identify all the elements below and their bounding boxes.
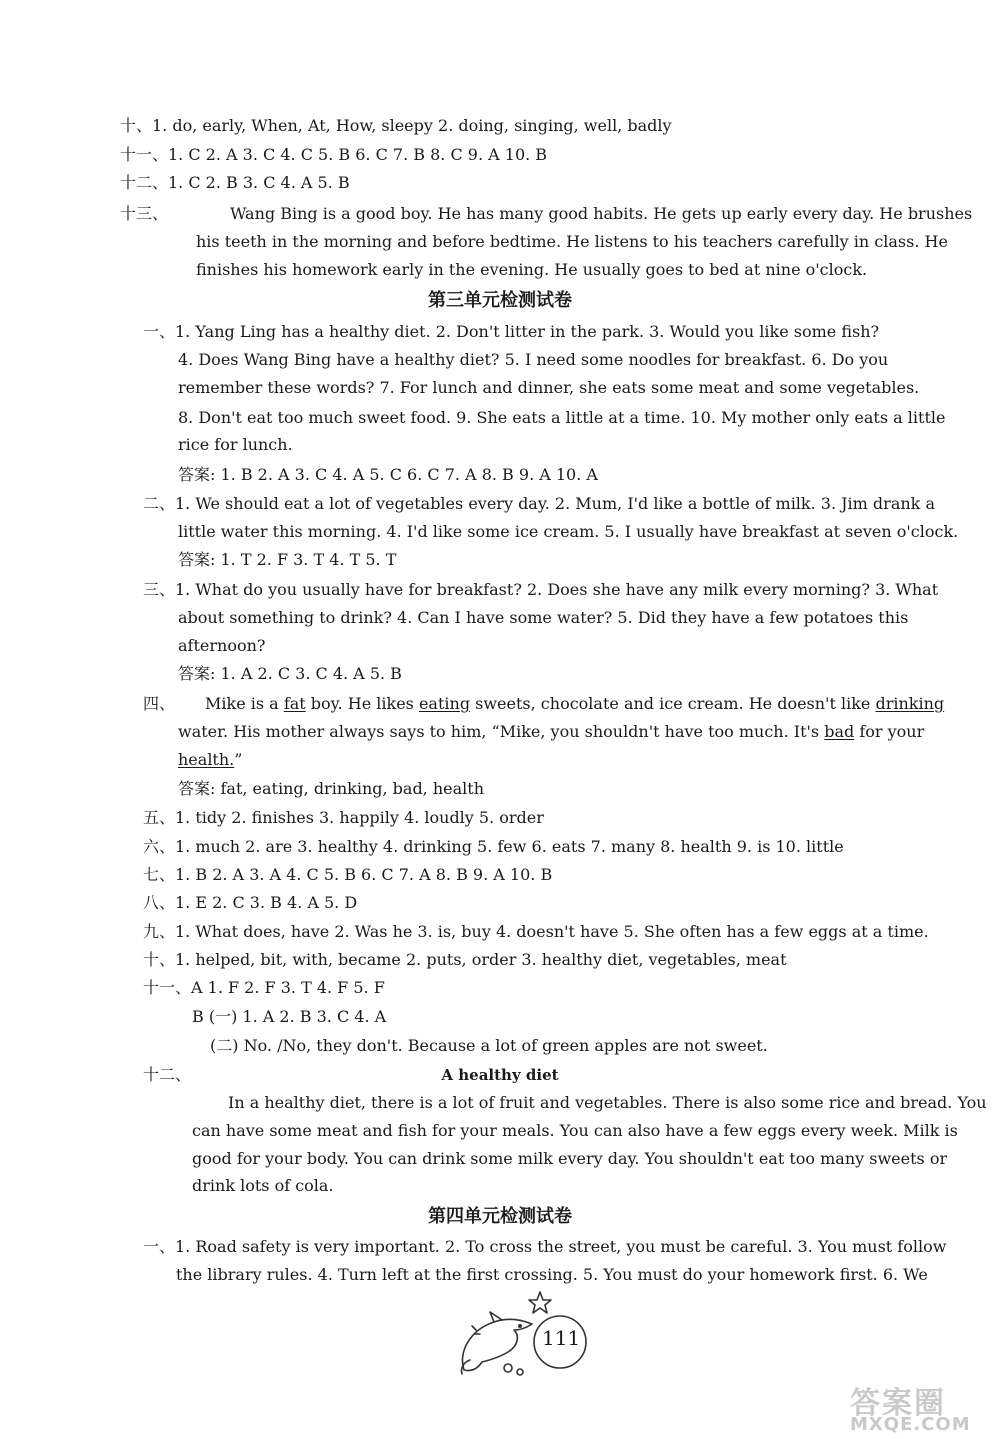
u3-s12-title: A healthy diet xyxy=(441,1066,559,1084)
u3-s1-answer: 答案: 1. B 2. A 3. C 4. A 5. C 6. C 7. A 8. B 9. A 10. A xyxy=(178,465,598,484)
u3-s11-b: B (一) 1. A 2. B 3. C 4. A xyxy=(192,1007,387,1026)
u3-s2-line-1: 二、1. We should eat a lot of vegetables every day. 2. Mum, I'd like a bottle of milk. 3. Jim drank a xyxy=(143,494,935,513)
u3-s3-line-1: 三、1. What do you usually have for breakfast? 2. Does she have any milk every morning? 3. What xyxy=(143,580,939,599)
u3-s6: 六、1. much 2. are 3. healthy 4. drinking 5. few 6. eats 7. many 8. health 9. is 10. little xyxy=(143,837,844,856)
watermark-logo-text: 答案圈 xyxy=(850,1386,946,1421)
unit3-title: 第三单元检测试卷 xyxy=(428,290,572,311)
u3-s1-line-3: remember these words? 7. For lunch and dinner, she eats some meat and some vegetables. xyxy=(178,378,920,397)
u3-s1-line-1: 一、1. Yang Ling has a healthy diet. 2. Don't litter in the park. 3. Would you like some fish? xyxy=(143,322,880,341)
u3-s4-eating: eating xyxy=(418,694,471,713)
u2-q13-line-2: his teeth in the morning and before bedtime. He listens to his teachers carefully in class. He xyxy=(196,232,948,251)
u2-q13-label: 十三、 xyxy=(120,204,169,223)
page-number: 111 xyxy=(542,1326,581,1350)
u3-s4-line-2 xyxy=(178,722,924,742)
u3-s12-line-1: In a healthy diet, there is a lot of fruit and vegetables. There is also some rice and bread. You xyxy=(228,1093,987,1112)
unit4-title: 第四单元检测试卷 xyxy=(428,1206,572,1227)
u3-s3-answer: 答案: 1. A 2. C 3. C 4. A 5. B xyxy=(178,664,402,683)
u3-s4-text: ” xyxy=(234,750,243,769)
u2-q11: 十一、1. C 2. A 3. C 4. C 5. B 6. C 7. B 8. C 9. A 10. B xyxy=(120,145,548,164)
u3-s4-fat: fat xyxy=(283,694,306,713)
u3-s4-bad: bad xyxy=(824,722,855,741)
u3-s9: 九、1. What does, have 2. Was he 3. is, buy 4. doesn't have 5. She often has a few eggs at a time. xyxy=(143,922,929,941)
u3-s4-text: for your xyxy=(854,722,925,741)
u3-s3-line-3: afternoon? xyxy=(178,636,266,655)
u3-s3-line-2: about something to drink? 4. Can I have some water? 5. Did they have a few potatoes this xyxy=(178,608,909,627)
u3-s1-line-2: 4. Does Wang Bing have a healthy diet? 5. I need some noodles for breakfast. 6. Do you xyxy=(178,350,889,369)
u3-s4-text: sweets, chocolate and ice cream. He doesn't like xyxy=(470,694,876,713)
u3-s4-answer: 答案: fat, eating, drinking, bad, health xyxy=(178,779,485,798)
u3-s12-label: 十二、 xyxy=(143,1065,192,1084)
u2-q13-line-1: Wang Bing is a good boy. He has many good habits. He gets up early every day. He brushes xyxy=(230,204,973,223)
u3-s1-line-4: 8. Don't eat too much sweet food. 9. She eats a little at a time. 10. My mother only eats a little xyxy=(178,408,946,427)
u2-q12: 十二、1. C 2. B 3. C 4. A 5. B xyxy=(120,173,350,192)
u3-s4-text: boy. He likes xyxy=(305,694,419,713)
u3-s4-text: water. His mother always says to him, “Mike, you shouldn't have too much. It's xyxy=(178,722,825,741)
u4-s1-line-2: the library rules. 4. Turn left at the first crossing. 5. You must do your homework first. 6. We xyxy=(176,1265,928,1284)
u3-s8: 八、1. E 2. C 3. B 4. A 5. D xyxy=(143,893,358,912)
u3-s2-line-2: little water this morning. 4. I'd like some ice cream. 5. I usually have breakfast at seven o'clock. xyxy=(178,522,959,541)
u2-q13-line-3: finishes his homework early in the evening. He usually goes to bed at nine o'clock. xyxy=(196,260,868,279)
u3-s1-line-5: rice for lunch. xyxy=(178,435,293,454)
u3-s7: 七、1. B 2. A 3. A 4. C 5. B 6. C 7. A 8. B 9. A 10. B xyxy=(143,865,553,884)
u3-s4-line-1 xyxy=(143,694,944,714)
u4-s1-line-1: 一、1. Road safety is very important. 2. To cross the street, you must be careful. 3. You must follow xyxy=(143,1237,947,1256)
u3-s12-line-2: can have some meat and fish for your meals. You can also have a few eggs every week. Milk is xyxy=(192,1121,958,1140)
u3-s4-drinking: drinking xyxy=(875,694,945,713)
watermark-url: MXQE.COM xyxy=(850,1414,971,1435)
u3-s4-line-3 xyxy=(178,750,242,770)
u3-s4-label: 四、 xyxy=(143,694,176,713)
star-icon xyxy=(529,1292,551,1313)
u3-s10: 十、1. helped, bit, with, became 2. puts, order 3. healthy diet, vegetables, meat xyxy=(143,950,787,969)
u2-q10: 十、1. do, early, When, At, How, sleepy 2. doing, singing, well, badly xyxy=(120,116,672,135)
u3-s11-a: 十一、A 1. F 2. F 3. T 4. F 5. F xyxy=(143,978,385,997)
u3-s2-answer: 答案: 1. T 2. F 3. T 4. T 5. T xyxy=(178,550,397,569)
u3-s5: 五、1. tidy 2. finishes 3. happily 4. loudly 5. order xyxy=(143,808,544,827)
u3-s4-health: health. xyxy=(178,750,235,769)
u3-s12-line-3: good for your body. You can drink some milk every day. You shouldn't eat too many sweets or xyxy=(192,1149,948,1168)
u3-s11-c: (二) No. /No, they don't. Because a lot of green apples are not sweet. xyxy=(210,1036,768,1055)
u3-s4-text: Mike is a xyxy=(205,694,284,713)
u3-s12-line-4: drink lots of cola. xyxy=(192,1176,334,1195)
